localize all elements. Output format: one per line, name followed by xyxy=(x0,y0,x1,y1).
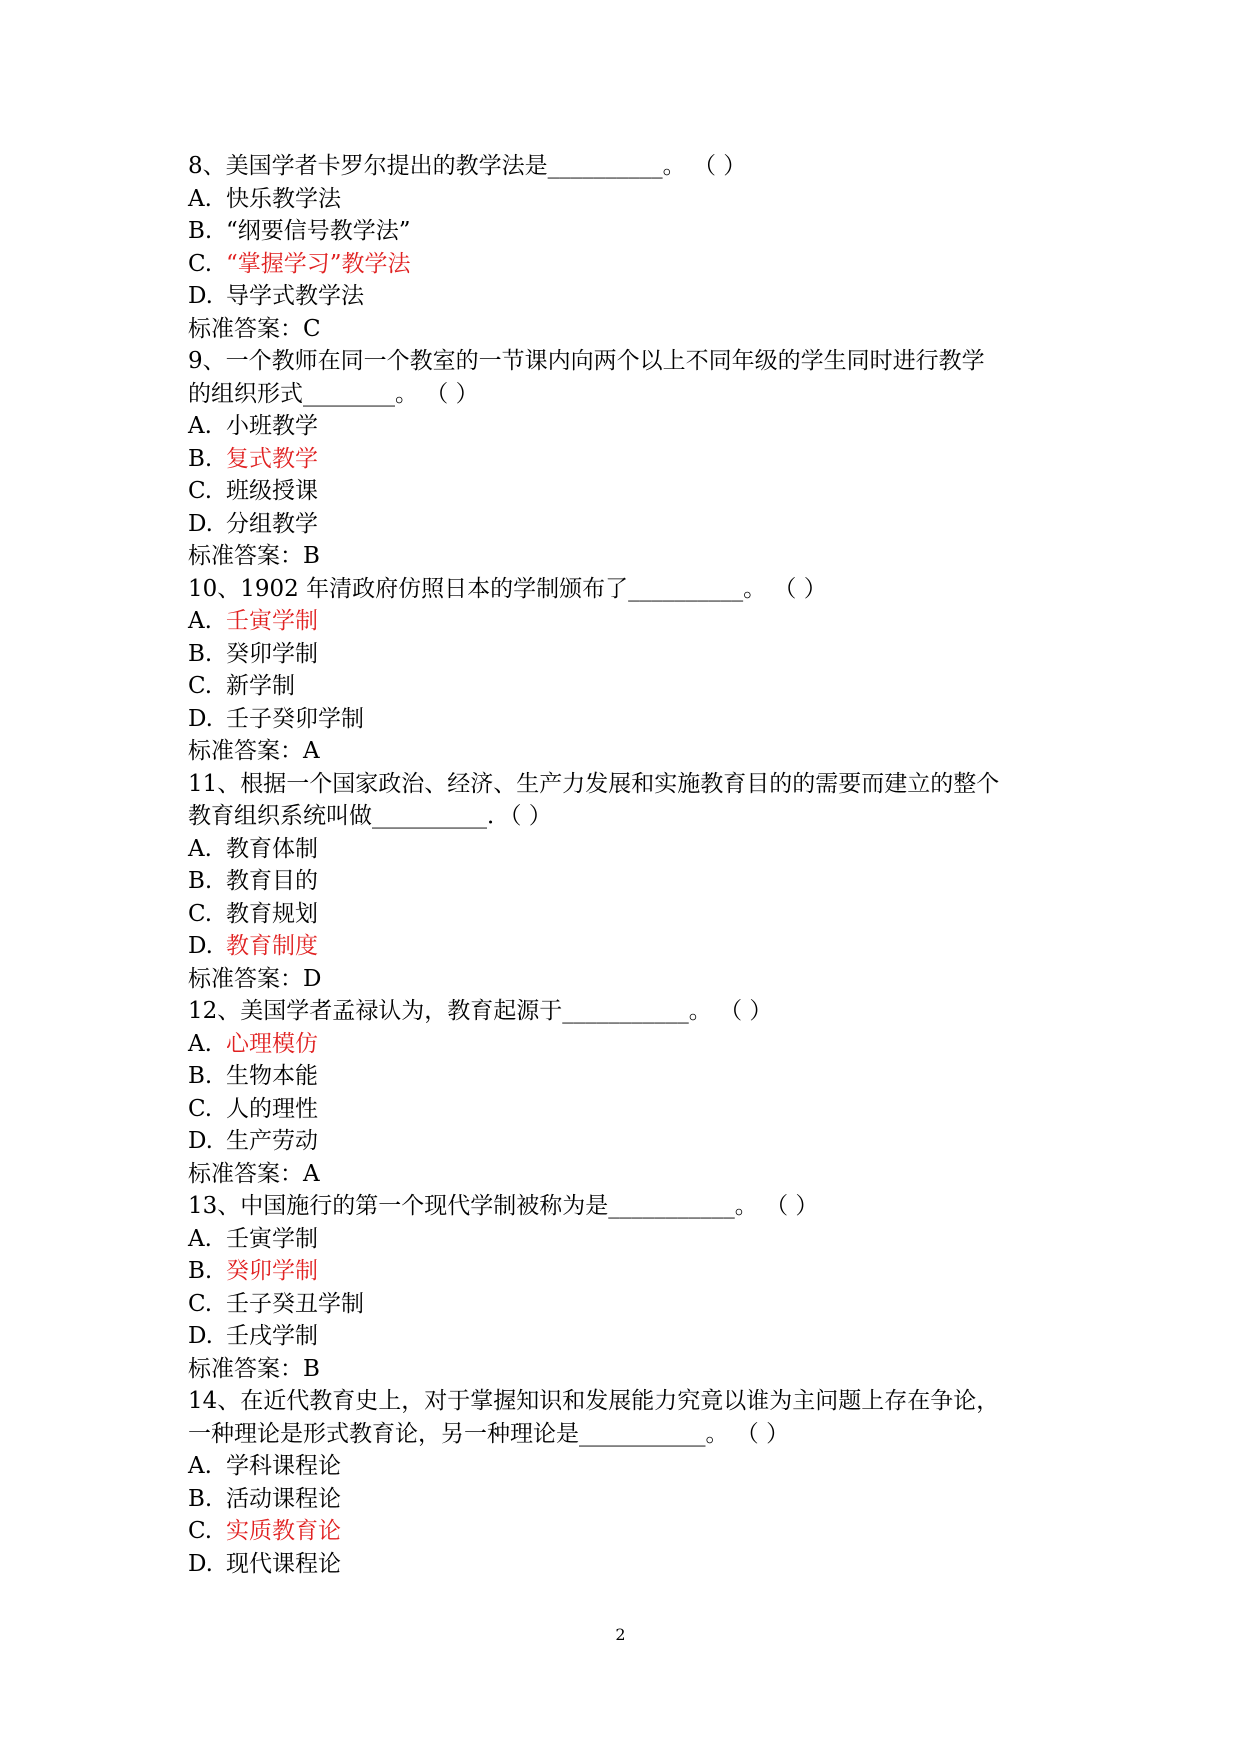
question-text: 8、美国学者卡罗尔提出的教学法是__________。 （ ） xyxy=(188,153,747,179)
option-text: 壬寅学制 xyxy=(226,1225,318,1252)
answer-option xyxy=(188,475,1068,508)
option-letter: A. xyxy=(188,1453,212,1479)
option-text: 小班教学 xyxy=(226,413,318,439)
option-text: 人的理性 xyxy=(226,1095,318,1122)
question-text: 教育组织系统叫做__________．（ ） xyxy=(188,803,552,829)
standard-answer: 标准答案：A xyxy=(188,738,320,764)
question-block xyxy=(188,150,1068,345)
option-text: 教育体制 xyxy=(226,835,318,862)
option-text-correct: 实质教育论 xyxy=(226,1518,341,1544)
option-letter: D. xyxy=(188,1550,213,1577)
answer-option xyxy=(188,605,1068,638)
question-block xyxy=(188,345,1068,573)
option-letter: B. xyxy=(188,1258,213,1284)
answer-option xyxy=(188,703,1068,736)
option-text: 学科课程论 xyxy=(226,1453,341,1479)
question-text: 11、根据一个国家政治、经济、生产力发展和实施教育目的的需要而建立的整个 xyxy=(188,770,1000,797)
answer-option xyxy=(188,1125,1068,1158)
answer-option xyxy=(188,443,1068,476)
answer-option xyxy=(188,1450,1068,1483)
option-letter: C. xyxy=(188,1290,213,1317)
answer-option xyxy=(188,1288,1068,1321)
answer-option xyxy=(188,280,1068,313)
option-letter: C. xyxy=(188,1095,213,1122)
answer-option xyxy=(188,833,1068,866)
standard-answer: 标准答案：A xyxy=(188,1160,320,1187)
option-text: 教育规划 xyxy=(226,900,318,927)
option-text: 活动课程论 xyxy=(226,1485,341,1512)
answer-option xyxy=(188,1255,1068,1288)
option-letter: C. xyxy=(188,673,213,699)
option-text: 生物本能 xyxy=(226,1063,318,1089)
option-letter: A. xyxy=(188,1030,212,1057)
answer-option xyxy=(188,1548,1068,1581)
question-text: 的组织形式________。 （ ） xyxy=(188,380,479,407)
answer-option xyxy=(188,215,1068,248)
option-letter: A. xyxy=(188,413,212,439)
standard-answer: 标准答案：C xyxy=(188,315,321,342)
question-text: 10、1902 年清政府仿照日本的学制颁布了__________。 （ ） xyxy=(188,575,827,602)
question-block xyxy=(188,1385,1068,1580)
option-text-correct: “掌握学习”教学法 xyxy=(226,250,411,277)
option-text: 快乐教学法 xyxy=(226,185,341,212)
option-letter: C. xyxy=(188,900,213,927)
standard-answer: 标准答案：B xyxy=(188,1355,320,1382)
option-text: 现代课程论 xyxy=(226,1550,341,1577)
option-letter: B. xyxy=(188,218,213,244)
option-text: 班级授课 xyxy=(226,478,318,504)
standard-answer: 标准答案：D xyxy=(188,965,322,992)
answer-option xyxy=(188,508,1068,541)
option-text: 壬子癸卯学制 xyxy=(226,705,364,732)
option-text: “纲要信号教学法” xyxy=(226,218,411,244)
option-letter: B. xyxy=(188,640,213,667)
option-text: 分组教学 xyxy=(226,510,318,537)
question-block xyxy=(188,573,1068,768)
option-text: 壬戌学制 xyxy=(226,1323,318,1349)
answer-option xyxy=(188,1483,1068,1516)
option-letter: D. xyxy=(188,933,213,959)
option-letter: B. xyxy=(188,868,213,894)
option-letter: A. xyxy=(188,835,212,862)
option-letter: C. xyxy=(188,250,213,277)
question-block xyxy=(188,768,1068,996)
option-text: 新学制 xyxy=(226,673,295,699)
answer-option xyxy=(188,248,1068,281)
option-letter: A. xyxy=(188,1225,212,1252)
page-number: 2 xyxy=(615,1625,626,1644)
answer-option xyxy=(188,670,1068,703)
answer-option xyxy=(188,638,1068,671)
answer-option xyxy=(188,1028,1068,1061)
question-text: 14、在近代教育史上，对于掌握知识和发展能力究竟以谁为主问题上存在争论， xyxy=(188,1388,1000,1414)
option-letter: B. xyxy=(188,445,213,472)
option-letter: D. xyxy=(188,1323,213,1349)
option-text-correct: 癸卯学制 xyxy=(226,1258,318,1284)
option-letter: B. xyxy=(188,1063,213,1089)
answer-option xyxy=(188,930,1068,963)
option-letter: D. xyxy=(188,705,213,732)
answer-option xyxy=(188,410,1068,443)
option-text-correct: 心理模仿 xyxy=(226,1030,318,1057)
answer-option xyxy=(188,1060,1068,1093)
answer-option xyxy=(188,865,1068,898)
question-text: 12、美国学者孟禄认为，教育起源于___________。 （ ） xyxy=(188,998,773,1024)
answer-option xyxy=(188,898,1068,931)
answer-option xyxy=(188,183,1068,216)
option-text-correct: 教育制度 xyxy=(226,933,318,959)
question-text: 13、中国施行的第一个现代学制被称为是___________。 （ ） xyxy=(188,1193,819,1219)
option-text: 导学式教学法 xyxy=(226,283,364,309)
answer-option xyxy=(188,1515,1068,1548)
answer-option xyxy=(188,1093,1068,1126)
answer-option xyxy=(188,1320,1068,1353)
option-text: 癸卯学制 xyxy=(226,640,318,667)
question-block xyxy=(188,1190,1068,1385)
option-letter: A. xyxy=(188,608,212,634)
option-letter: D. xyxy=(188,1128,213,1154)
standard-answer: 标准答案：B xyxy=(188,543,320,569)
option-text: 壬子癸丑学制 xyxy=(226,1290,364,1317)
option-letter: D. xyxy=(188,510,213,537)
option-text-correct: 壬寅学制 xyxy=(226,608,318,634)
document-body xyxy=(188,150,1068,1580)
option-letter: C. xyxy=(188,1518,213,1544)
option-letter: A. xyxy=(188,185,212,212)
option-text: 教育目的 xyxy=(226,868,318,894)
option-letter: C. xyxy=(188,478,213,504)
question-block xyxy=(188,995,1068,1190)
question-text: 9、一个教师在同一个教室的一节课内向两个以上不同年级的学生同时进行教学 xyxy=(188,348,985,374)
option-text-correct: 复式教学 xyxy=(226,445,318,472)
answer-option xyxy=(188,1223,1068,1256)
question-text: 一种理论是形式教育论，另一种理论是___________。 （ ） xyxy=(188,1420,790,1447)
option-letter: D. xyxy=(188,283,213,309)
option-letter: B. xyxy=(188,1485,213,1512)
option-text: 生产劳动 xyxy=(226,1128,318,1154)
